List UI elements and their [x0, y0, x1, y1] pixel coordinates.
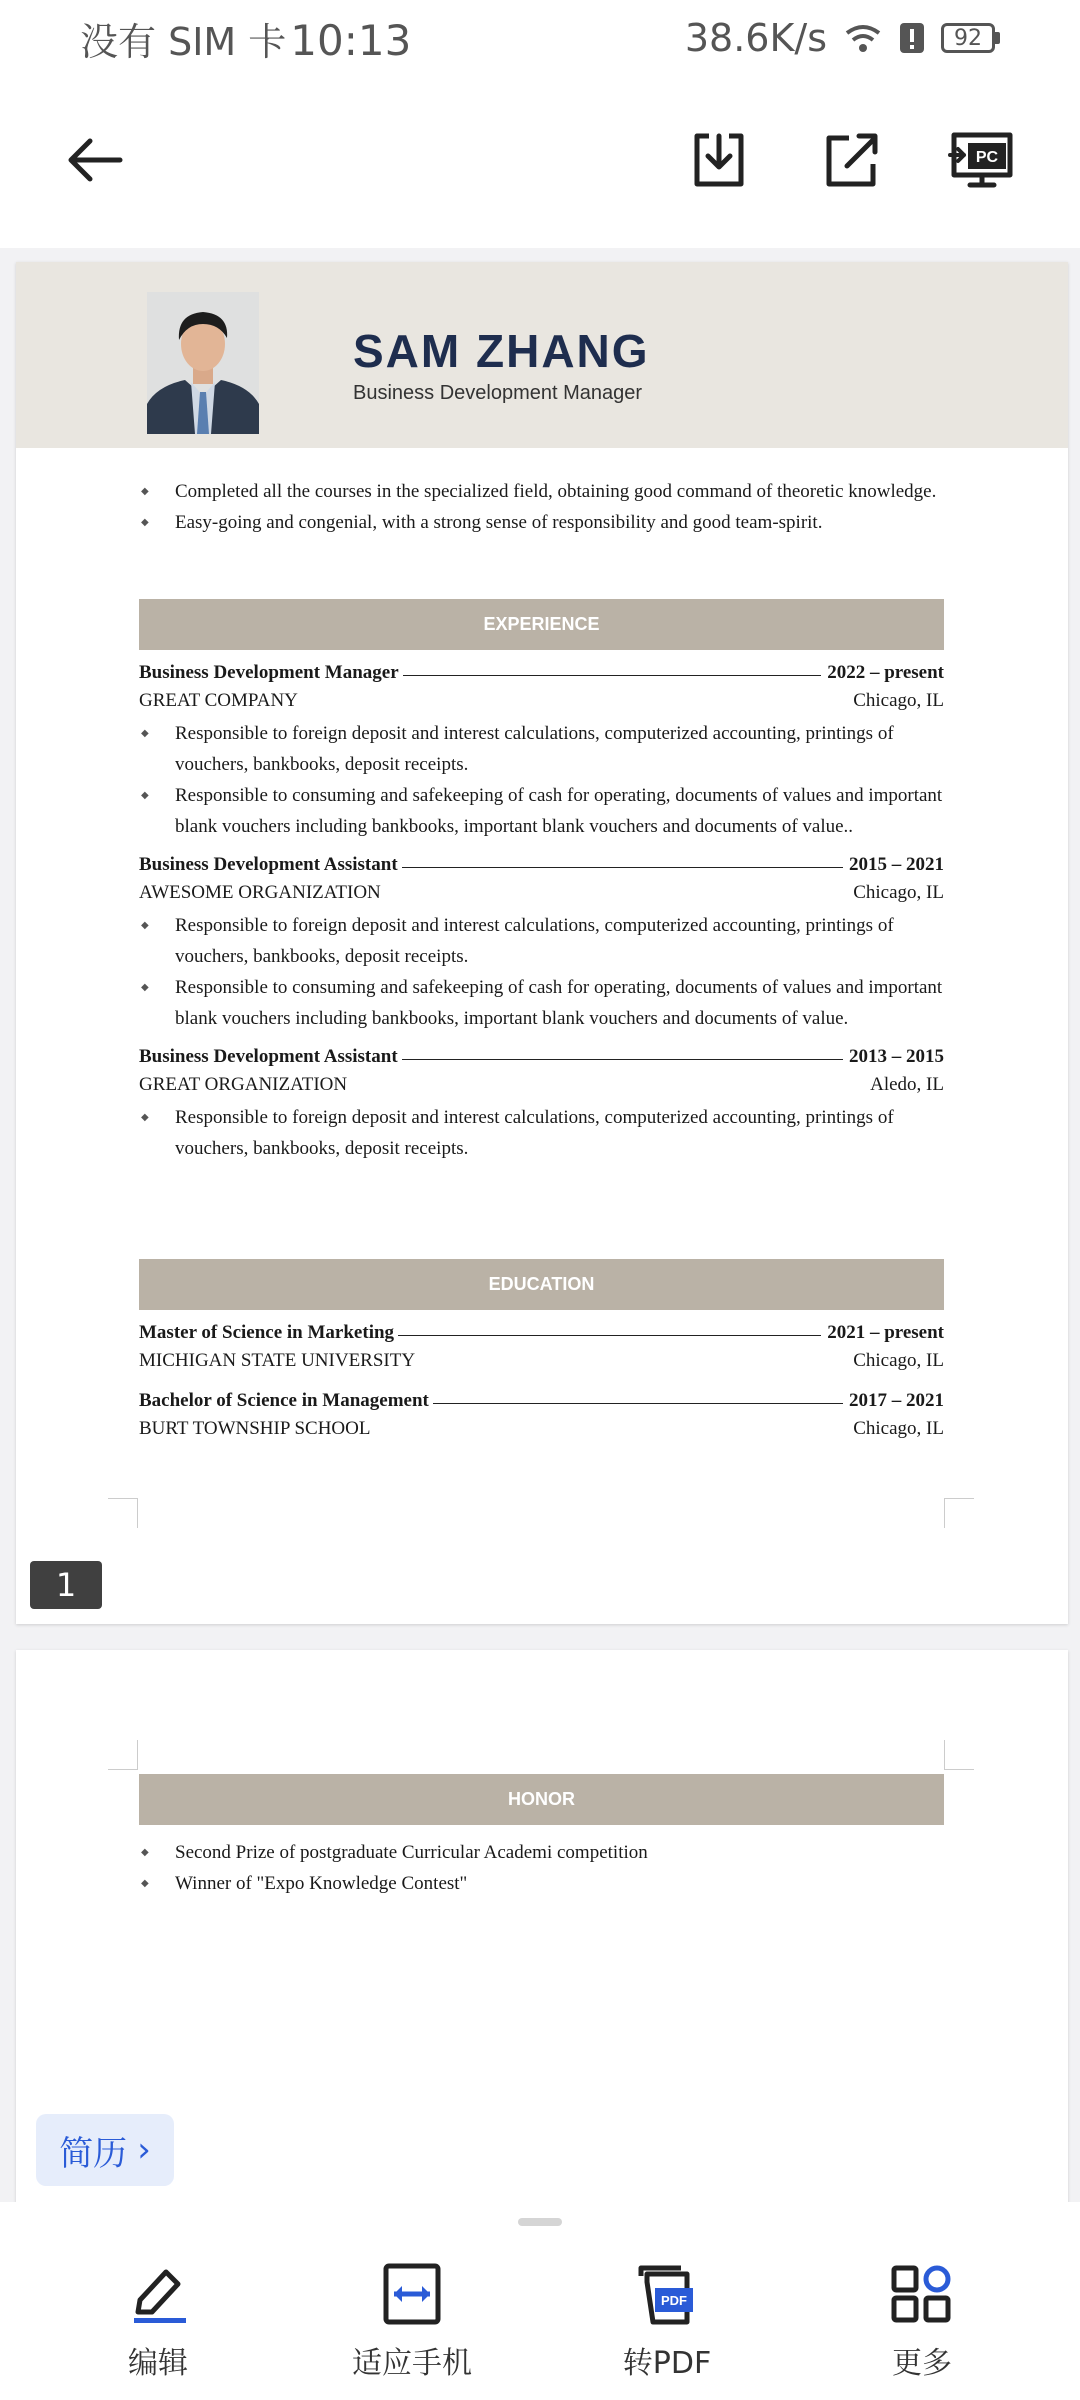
degree-dates: 2021 – present [827, 1322, 944, 1343]
resume-category-chip[interactable] [36, 2114, 174, 2186]
leader-line [402, 1059, 843, 1060]
carrier-text: 没有 SIM 卡 [80, 19, 287, 64]
convert-pdf-button[interactable] [567, 2262, 767, 2382]
grid-more-icon [890, 2262, 954, 2326]
job-bullet: ◆ Responsible to consuming and safekeeping of cash for operating, documents of values and important blank vouchers including bankbooks, important blank vouchers and documents of value. [139, 972, 944, 1034]
honor-section [139, 1774, 944, 1899]
pc-screen-icon [948, 129, 1016, 191]
job-title: Business Development Manager [139, 662, 399, 683]
job-location: Chicago, IL [853, 690, 944, 711]
back-button[interactable] [54, 120, 134, 200]
page-corner-mark [944, 1498, 974, 1528]
school-location: Chicago, IL [853, 1350, 944, 1371]
wifi-icon [843, 21, 883, 55]
fit-label: 适应手机 [352, 2346, 472, 2381]
battery-indicator [941, 23, 1000, 53]
clock-text: 10:13 [290, 15, 412, 65]
job-bullet: ◆ Responsible to foreign deposit and interest calculations, computerized accounting, printings of vouchers, bankbooks, deposit receipts. [139, 910, 944, 972]
job-row [139, 1034, 944, 1068]
intro-bullet: ◆ Completed all the courses in the specialized field, obtaining good command of theoretic knowledge. [139, 476, 944, 507]
download-button[interactable] [679, 120, 759, 200]
share-icon [821, 130, 881, 190]
honor-bullet: ◆ Winner of "Expo Knowledge Contest" [139, 1868, 944, 1899]
job-bullet: ◆ Responsible to consuming and safekeeping of cash for operating, documents of values and important blank vouchers including bankbooks, important blank vouchers and documents of value.. [139, 780, 944, 842]
org-row [139, 684, 944, 718]
profile-photo [147, 292, 259, 434]
pc-label: PC [975, 149, 999, 166]
degree-dates: 2017 – 2021 [849, 1390, 944, 1411]
alert-icon [899, 21, 925, 55]
status-bar [0, 0, 1080, 76]
experience-section [139, 599, 944, 1164]
spacer [139, 1825, 944, 1837]
degree-title: Master of Science in Marketing [139, 1322, 395, 1343]
intro-section [139, 476, 944, 538]
degree-row [139, 1378, 944, 1412]
back-icon [64, 135, 124, 185]
leader-line [433, 1403, 843, 1404]
svg-text:PDF: PDF [661, 2293, 687, 2308]
education-section [139, 1259, 944, 1446]
pc-mode-button[interactable] [942, 120, 1022, 200]
education-header: EDUCATION [139, 1259, 944, 1310]
more-label: 更多 [892, 2346, 952, 2381]
honor-bullet: ◆ Second Prize of postgraduate Curricular Academi competition [139, 1837, 944, 1868]
leader-line [403, 675, 822, 676]
pdf-icon [635, 2262, 699, 2326]
job-bullet: ◆ Responsible to foreign deposit and interest calculations, computerized accounting, printings of vouchers, bankbooks, deposit receipts. [139, 1102, 944, 1164]
document-page-1[interactable] [16, 262, 1068, 1624]
fit-phone-button[interactable] [312, 2262, 512, 2382]
job-row [139, 842, 944, 876]
job-org: GREAT COMPANY [139, 690, 298, 711]
school-row [139, 1412, 944, 1446]
degree-row [139, 1310, 944, 1344]
download-icon [689, 130, 749, 190]
page-corner-mark [944, 1740, 974, 1770]
edit-label: 编辑 [128, 2346, 188, 2381]
drag-handle[interactable] [518, 2218, 562, 2226]
job-location: Aledo, IL [870, 1074, 944, 1095]
school-location: Chicago, IL [853, 1418, 944, 1439]
job-dates: 2013 – 2015 [849, 1046, 944, 1067]
share-button[interactable] [811, 120, 891, 200]
resume-name: SAM ZHANG [353, 325, 650, 377]
resume-header-band [16, 262, 1068, 448]
job-location: Chicago, IL [853, 882, 944, 903]
school-name: BURT TOWNSHIP SCHOOL [139, 1418, 371, 1439]
bottom-action-bar [0, 2202, 1080, 2400]
fit-screen-icon [380, 2262, 444, 2326]
resume-title: Business Development Manager [353, 382, 643, 404]
org-row [139, 876, 944, 910]
pdf-label: 转PDF [622, 2346, 712, 2381]
school-row [139, 1344, 944, 1378]
job-dates: 2015 – 2021 [849, 854, 944, 875]
top-toolbar [0, 76, 1080, 248]
school-name: MICHIGAN STATE UNIVERSITY [139, 1350, 416, 1371]
edit-pencil-icon [126, 2262, 190, 2326]
job-row [139, 650, 944, 684]
page-corner-mark [108, 1498, 138, 1528]
chip-label: 简历 [59, 2133, 128, 2174]
leader-line [402, 867, 843, 868]
experience-header: EXPERIENCE [139, 599, 944, 650]
job-org: AWESOME ORGANIZATION [139, 882, 381, 903]
status-right [685, 16, 1000, 60]
page-number-badge: 1 [30, 1561, 102, 1609]
job-org: GREAT ORGANIZATION [139, 1074, 348, 1095]
battery-level: 92 [941, 23, 995, 53]
job-title: Business Development Assistant [139, 854, 398, 875]
chevron-right-icon: › [137, 2130, 151, 2170]
more-button[interactable] [822, 2262, 1022, 2382]
job-dates: 2022 – present [827, 662, 944, 683]
network-speed: 38.6K/s [684, 16, 827, 60]
edit-button[interactable] [58, 2262, 258, 2382]
intro-bullet: ◆ Easy-going and congenial, with a strong sense of responsibility and good team-spirit. [139, 507, 944, 538]
job-bullet: ◆ Responsible to foreign deposit and interest calculations, computerized accounting, printings of vouchers, bankbooks, deposit receipts. [139, 718, 944, 780]
job-title: Business Development Assistant [139, 1046, 398, 1067]
leader-line [398, 1335, 821, 1336]
battery-tip [995, 32, 1000, 44]
org-row [139, 1068, 944, 1102]
page-corner-mark [108, 1740, 138, 1770]
degree-title: Bachelor of Science in Management [139, 1390, 429, 1411]
status-left [80, 11, 411, 66]
honor-header: HONOR [139, 1774, 944, 1825]
